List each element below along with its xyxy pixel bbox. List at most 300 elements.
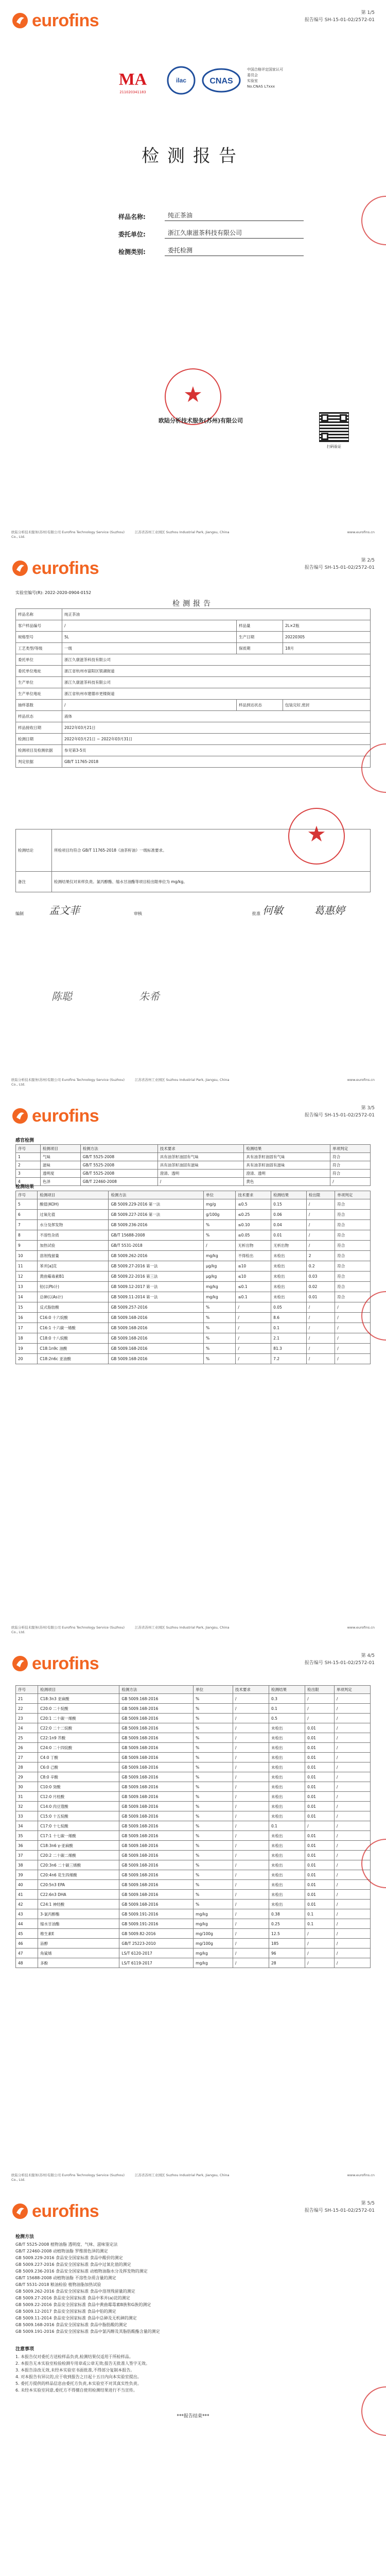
table-cell: 符合 [335,1220,371,1230]
table-row [16,1170,371,1178]
method-line: GB 5009.168-2016 食品安全国家标准 食品中脂肪酸的测定 [15,2323,127,2327]
table-cell: % [194,1870,233,1880]
info-value: 液体 [62,711,371,722]
table-cell: % [194,1743,233,1753]
table-cell: 未检出 [269,1841,305,1851]
table-cell: / [233,1890,269,1900]
table-cell: 27 [16,1753,38,1762]
table-cell: / [334,1919,370,1929]
table-cell: / [233,1851,269,1860]
table-cell: 3 [16,1170,41,1178]
page-number: 第 4/5 报告编号 SH-15-01-02/2572-01 [304,1653,375,1666]
table-cell: 未检出 [271,1292,307,1302]
table-cell: 未检出 [269,1743,305,1753]
table-cell: / [306,1220,335,1230]
table-cell: / [334,1900,370,1909]
table-cell: C22:0 二十二烷酸 [38,1723,119,1733]
info-value: 5L [62,632,237,643]
table-cell: 18 [16,1333,38,1344]
table-cell: % [194,1733,233,1743]
table-cell: / [233,1704,269,1714]
table-row [16,1161,371,1170]
table-cell: / [306,1210,335,1220]
table-cell: / [306,1323,335,1333]
table-cell: 未检出 [271,1282,307,1292]
info-value-2: 2L×2瓶 [283,620,371,632]
qr-caption: 扫码验证 [327,445,341,449]
table-cell: / [305,1704,335,1714]
table-cell: % [194,1802,233,1811]
table-cell: GB 5009.168-2016 [119,1694,194,1704]
table-row [16,1292,371,1302]
table-cell: 81.3 [271,1344,307,1354]
table-cell: 未检出 [269,1880,305,1890]
lab-reference: 实验室编号(R): 2022-2020-0904-0152 [15,590,92,595]
info-value-2: 18月 [283,643,371,654]
sensory-table [15,1144,371,1186]
table-cell: / [334,1870,370,1880]
table-cell: g/100g [204,1210,236,1220]
info-label: 检测项目及检测依据 [16,745,62,756]
table-row [16,1811,371,1821]
table-cell: / [335,1333,371,1344]
table-row [16,1199,371,1210]
table-cell: / [306,1230,335,1241]
table-cell: 0.01 [305,1802,335,1811]
table-row [16,1860,371,1870]
table-cell: GB 5009.191-2016 [119,1909,194,1919]
table-cell: 未检出 [271,1251,307,1261]
results-table [15,1191,371,1364]
table-cell: 39 [16,1870,38,1880]
table-cell: / [306,1199,335,1210]
cert-marks [108,62,283,103]
table-cell: % [204,1354,236,1364]
table-cell: 0.01 [305,1851,335,1860]
table-cell: C20:2 二十碳二烯酸 [38,1851,119,1860]
table-cell: 未检出 [269,1782,305,1792]
table-cell: C20:1 二十碳一烯酸 [38,1714,119,1723]
table-cell: GB 5009.168-2016 [119,1870,194,1880]
brand-logo [11,1106,99,1126]
method-line: GB 5009.191-2016 食品安全国家标准 食品中氯丙醇及其脂肪酸酯含量的测定 [15,2329,160,2334]
table-cell: % [194,1900,233,1909]
table-cell: 未检出 [269,1900,305,1909]
table-cell: / [334,1831,370,1841]
table-cell: 41 [16,1890,38,1900]
table-cell: C20:5n3 EPA [38,1880,119,1890]
table-cell: / [334,1821,370,1831]
table-header-cell: 检测结果 [269,1686,305,1694]
method-line: GB 5009.12-2017 食品安全国家标准 食品中铅的测定 [15,2309,116,2314]
table-cell: 32 [16,1802,38,1811]
table-cell: GB/T 15688-2008 [109,1230,204,1241]
page-footer: 欧陆分析技术服务(苏州)有限公司 Eurofins Technology Service (Suzhou) Co., Ltd. 江苏省苏州工业园区 Suzhou Industrial Park, Jiangsu, China www.eurofins.cn [11,2173,375,2182]
table-row [16,1870,371,1880]
end-of-report: ***报告结束*** [177,2414,209,2419]
info-label-2: 样品到达状态 [237,700,283,711]
table-cell: 2 [306,1251,335,1261]
eurofins-leaf-icon [11,12,29,29]
sensory-section-title: 感官检测 [15,1138,34,1143]
page-footer: 欧陆分析技术服务(苏州)有限公司 Eurofins Technology Service (Suzhou) Co., Ltd. 江苏省苏州工业园区 Suzhou Industrial Park, Jiangsu, China www.eurofins.cn [11,1625,375,1634]
table-cell: 17 [16,1323,38,1333]
table-cell: C18:2n6c 亚油酸 [38,1354,109,1364]
table-header-cell: 检测项目 [38,1191,109,1199]
table-cell: 铅(以Pb计) [38,1282,109,1292]
table-cell: C18:3n6 γ-亚麻酸 [38,1841,119,1851]
table-cell: / [233,1821,269,1831]
info-row [16,688,371,700]
table-cell: 2 [16,1161,41,1170]
table-cell: 44 [16,1919,38,1929]
info-row [16,643,371,654]
table-row [16,1792,371,1802]
statement-line: 1. 本报告仅对委托方送检样品负责,检测结果仅适用于所检样品。 [15,2354,133,2359]
page-number: 第 5/5 报告编号 SH-15-01-02/2572-01 [304,2201,375,2213]
table-cell: 3-氯丙醇酯 [38,1909,119,1919]
info-value: / [62,620,237,632]
table-cell: 0.01 [305,1880,335,1890]
statement-list [15,2353,371,2394]
table-header-cell: 序号 [16,1686,38,1694]
remark-label: 备注 [16,872,52,892]
table-header-cell: 检测结果 [244,1145,330,1153]
table-cell: % [204,1313,236,1323]
report-page-results-1 [0,1095,386,1643]
results-table-continued [15,1685,371,1968]
table-cell: GB 5009.229-2016 第一法 [109,1199,204,1210]
table-cell: 未检出 [269,1753,305,1762]
table-cell: 加热试验 [38,1241,109,1251]
table-cell: / [335,1313,371,1323]
table-cell: / [335,1302,371,1313]
table-cell: GB 5009.168-2016 [119,1900,194,1909]
table-cell: C16:1 十六碳一烯酸 [38,1323,109,1333]
table-cell: / [334,1958,370,1968]
table-cell: 未检出 [269,1723,305,1733]
info-label: 样品名称 [16,609,62,620]
table-cell: / [305,1694,335,1704]
cover-field-client: 委托单位: 浙江久康滋茶科技有限公司 [118,221,304,239]
table-cell: 黄曲霉毒素B1 [38,1272,109,1282]
info-label: 规格型号 [16,632,62,643]
table-cell: / [334,1909,370,1919]
table-cell: 水分及挥发物 [38,1220,109,1230]
table-cell: / [233,1919,269,1929]
methods-title: 检测方法 [15,2234,34,2240]
svg-text:211020341183: 211020341183 [119,90,146,94]
table-cell: GB 5009.168-2016 [119,1831,194,1841]
table-cell: / [334,1802,370,1811]
cover-field-category: 检测类别: 委托检测 [118,239,304,256]
table-row [16,1354,371,1364]
table-cell: GB 5009.168-2016 [119,1890,194,1900]
riding-seal [361,196,386,245]
table-cell: / [334,1762,370,1772]
table-cell: 透明度 [40,1170,80,1178]
table-cell: GB 5009.12-2017 第一法 [109,1282,204,1292]
info-value-2: 20220305 [283,632,371,643]
table-cell: 无析出物 [236,1241,271,1251]
table-header-cell: 检测结果 [271,1191,307,1199]
table-cell: C15:0 十五烷酸 [38,1811,119,1821]
table-header-cell: 检测项目 [38,1686,119,1694]
table-cell: 滋味 [40,1161,80,1170]
statement-line: 6. 未经本实验室同意,委托方不得擅自使用检测结果进行不当宣传。 [15,2388,137,2393]
table-cell: % [204,1344,236,1354]
table-cell: 未检出 [269,1860,305,1870]
table-cell: / [236,1344,271,1354]
table-cell: 0.02 [306,1282,335,1292]
table-cell: / [334,1880,370,1890]
table-cell: mg/kg [194,1909,233,1919]
table-cell: 0.03 [306,1272,335,1282]
method-line: GB 5009.227-2016 食品安全国家标准 食品中过氧化值的测定 [15,2262,131,2267]
info-label-2: 保质期 [237,643,283,654]
table-cell: 多酚 [38,1958,119,1968]
table-cell: mg/100g [194,1929,233,1939]
table-header-cell: 检出限 [306,1191,335,1199]
table-cell: % [194,1890,233,1900]
table-header-cell: 单位 [204,1191,236,1199]
table-cell: 0.06 [271,1210,307,1220]
remark-text: 检测结果仅对来样负责。氯丙醇酯、缩水甘油酯等项目检出限单位为 mg/kg。 [52,872,371,892]
methods-list [15,2241,371,2335]
table-cell: 0.5 [269,1714,305,1723]
statement-line: 4. 对本报告有异议的,应于收到报告之日起十五日内向本实验室提出。 [15,2375,142,2379]
cnas-mark-icon [201,65,242,96]
table-cell: 未检出 [269,1870,305,1880]
table-cell: 过氧化值 [38,1210,109,1220]
table-row [16,1762,371,1772]
table-row [16,1333,371,1344]
table-cell: / [233,1811,269,1821]
table-row [16,1220,371,1230]
table-cell: 澄清、透明 [157,1170,244,1178]
table-cell: 23 [16,1714,38,1723]
table-cell: / [334,1782,370,1792]
report-page-summary [0,548,386,1095]
table-cell: / [233,1929,269,1939]
table-row [16,1313,371,1323]
table-cell: GB 5009.168-2016 [119,1851,194,1860]
table-cell: 47 [16,1948,38,1958]
summary-title: 检测报告 [172,600,214,608]
table-cell: / [335,1354,371,1364]
report-page-cover [0,0,386,548]
table-cell: / [334,1694,370,1704]
table-cell: 25 [16,1733,38,1743]
statement-line: 5. 委托方提供的样品信息由委托方负责,本实验室不对其真实性负责。 [15,2381,142,2386]
table-cell: / [236,1313,271,1323]
table-row [16,1948,371,1958]
table-cell: 未检出 [269,1802,305,1811]
table-cell: 具有油茶籽油固有滋味 [157,1161,244,1170]
table-cell: 31 [16,1792,38,1802]
table-cell: 21 [16,1694,38,1704]
table-cell: / [334,1743,370,1753]
table-cell: 28 [269,1958,305,1968]
table-cell: 24 [16,1723,38,1733]
table-cell: C6:0 己酸 [38,1762,119,1772]
page-footer: 欧陆分析技术服务(苏州)有限公司 Eurofins Technology Service (Suzhou) Co., Ltd. 江苏省苏州工业园区 Suzhou Industrial Park, Jiangsu, China www.eurofins.cn [11,1078,375,1087]
table-cell: 角鲨烯 [38,1948,119,1958]
table-cell: GB 5009.168-2016 [119,1792,194,1802]
table-cell: 26 [16,1743,38,1753]
info-label: 工艺类型/等级 [16,643,62,654]
table-cell: 0.01 [305,1753,335,1762]
table-cell: 0.01 [305,1841,335,1851]
verify-qr-code[interactable] [319,412,349,442]
table-cell: GB/T 22460-2008 [80,1178,157,1186]
table-cell: 符合 [335,1282,371,1292]
table-cell: 未检出 [271,1272,307,1282]
table-cell: % [194,1811,233,1821]
table-row [16,1230,371,1241]
table-cell: C4:0 丁酸 [38,1753,119,1762]
table-cell: 0.3 [269,1694,305,1704]
table-cell: / [334,1939,370,1948]
signature-preparer: 孟文菲 [49,904,80,917]
method-line: GB 5009.22-2016 食品安全国家标准 食品中黄曲霉毒素B族和G族的测定 [15,2302,151,2307]
table-cell: C20:3n6 二十碳三烯酸 [38,1860,119,1870]
table-header-cell: 检测项目 [40,1145,80,1153]
table-cell: / [236,1323,271,1333]
table-cell: ≤0.05 [236,1230,271,1241]
table-cell: GB 5009.168-2016 [119,1762,194,1772]
table-cell: 13 [16,1282,38,1292]
table-cell: 未检出 [269,1811,305,1821]
method-line: GB/T 22460-2008 动植物油脂 罗维朋色泽的测定 [15,2249,108,2253]
table-cell: 0.38 [269,1909,305,1919]
table-cell: 7 [16,1220,38,1230]
table-cell: μg/kg [204,1261,236,1272]
brand-logo [11,1653,99,1674]
info-value: 浙江久康滋茶科技有限公司 [62,654,371,666]
table-cell: 0.01 [305,1723,335,1733]
table-cell: 34 [16,1821,38,1831]
table-cell: / [334,1714,370,1723]
info-label: 委托单位地址 [16,666,62,677]
table-cell: μg/kg [204,1272,236,1282]
table-cell: GB 5009.27-2016 第一法 [109,1261,204,1272]
signature-approver: 葛惠婷 [314,904,345,917]
table-cell: 未检出 [271,1261,307,1272]
table-cell: GB/T 5525-2008 [80,1161,157,1170]
table-cell: % [194,1782,233,1792]
table-cell: / [233,1860,269,1870]
table-cell: / [305,1714,335,1723]
table-row [16,1939,371,1948]
table-cell: GB 5009.168-2016 [119,1811,194,1821]
table-cell: mg/kg [204,1251,236,1261]
table-cell: 8.6 [271,1313,307,1323]
table-cell: GB 5009.168-2016 [119,1821,194,1831]
table-cell: 0.04 [271,1220,307,1230]
method-line: GB 5009.236-2016 食品安全国家标准 动植物油脂水分及挥发物的测定 [15,2269,148,2274]
info-value: 参见第3-5页 [62,745,371,756]
table-cell: / [334,1890,370,1900]
table-cell: 不溶性杂质 [38,1230,109,1241]
table-cell: / [334,1723,370,1733]
table-cell: / [236,1354,271,1364]
table-cell: % [194,1860,233,1870]
table-cell: ≤0.1 [236,1282,271,1292]
brand-name: eurofins [32,10,99,30]
table-cell: 185 [269,1939,305,1948]
cert-side-text: 中国合格评定国家认可委员会 实验室 No.CNAS L7xxx [247,67,283,89]
table-row [16,1704,371,1714]
table-cell: 12.5 [269,1929,305,1939]
table-cell: / [233,1802,269,1811]
issuer-name: 欧陆分析技术服务(苏州)有限公司 [158,417,243,424]
svg-text:CNAS: CNAS [209,77,233,86]
table-cell: 黄色 [244,1178,330,1186]
table-cell: % [194,1753,233,1762]
table-cell: % [194,1841,233,1851]
table-cell: GB 5009.168-2016 [109,1354,204,1364]
table-cell: % [194,1821,233,1831]
table-cell: / [334,1948,370,1958]
table-cell: mg/kg [194,1948,233,1958]
table-row [16,1210,371,1220]
table-cell: 符合 [335,1210,371,1220]
conclusion-text: 所检项目均符合 GB/T 11765-2018《油茶籽油》一级标准要求。 [52,829,371,872]
page-number: 第 2/5 报告编号 SH-15-01-02/2572-01 [304,558,375,570]
info-label: 生产单位 [16,677,62,688]
table-cell: 苯并[a]芘 [38,1261,109,1272]
table-cell: GB 5009.257-2016 [109,1302,204,1313]
table-header-cell: 单项判定 [335,1191,371,1199]
info-row [16,756,371,768]
info-label: 样品状态 [16,711,62,722]
method-line: GB 5009.11-2014 食品安全国家标准 食品中总砷及无机砷的测定 [15,2316,137,2320]
table-cell: 溶剂残留量 [38,1251,109,1261]
table-cell: 45 [16,1929,38,1939]
table-cell: / [233,1782,269,1792]
table-cell: GB 5009.168-2016 [119,1841,194,1851]
table-cell: GB 5009.236-2016 [109,1220,204,1230]
table-cell: / [334,1851,370,1860]
table-cell: 0.1 [269,1821,305,1831]
table-cell: / [236,1302,271,1313]
table-cell: 33 [16,1811,38,1821]
table-cell: 0.01 [271,1230,307,1241]
table-cell: / [335,1344,371,1354]
brand-logo [11,558,99,579]
table-row [16,1919,371,1929]
table-row [16,1831,371,1841]
table-row [16,1241,371,1251]
table-cell: 无析出物 [271,1241,307,1251]
table-cell: / [157,1178,244,1186]
table-cell: % [194,1714,233,1723]
table-cell: 维生素E [38,1929,119,1939]
table-cell: 未检出 [269,1831,305,1841]
table-cell: % [194,1831,233,1841]
table-row [16,1743,371,1753]
table-row [16,1302,371,1313]
table-cell: GB 5009.168-2016 [119,1723,194,1733]
table-cell: mg/g [204,1199,236,1210]
table-cell: / [233,1694,269,1704]
table-cell: / [233,1909,269,1919]
cma-mark-icon [108,66,157,96]
eurofins-leaf-icon [11,1655,29,1672]
table-cell: 0.01 [305,1772,335,1782]
table-cell: GB 5009.168-2016 [119,1802,194,1811]
